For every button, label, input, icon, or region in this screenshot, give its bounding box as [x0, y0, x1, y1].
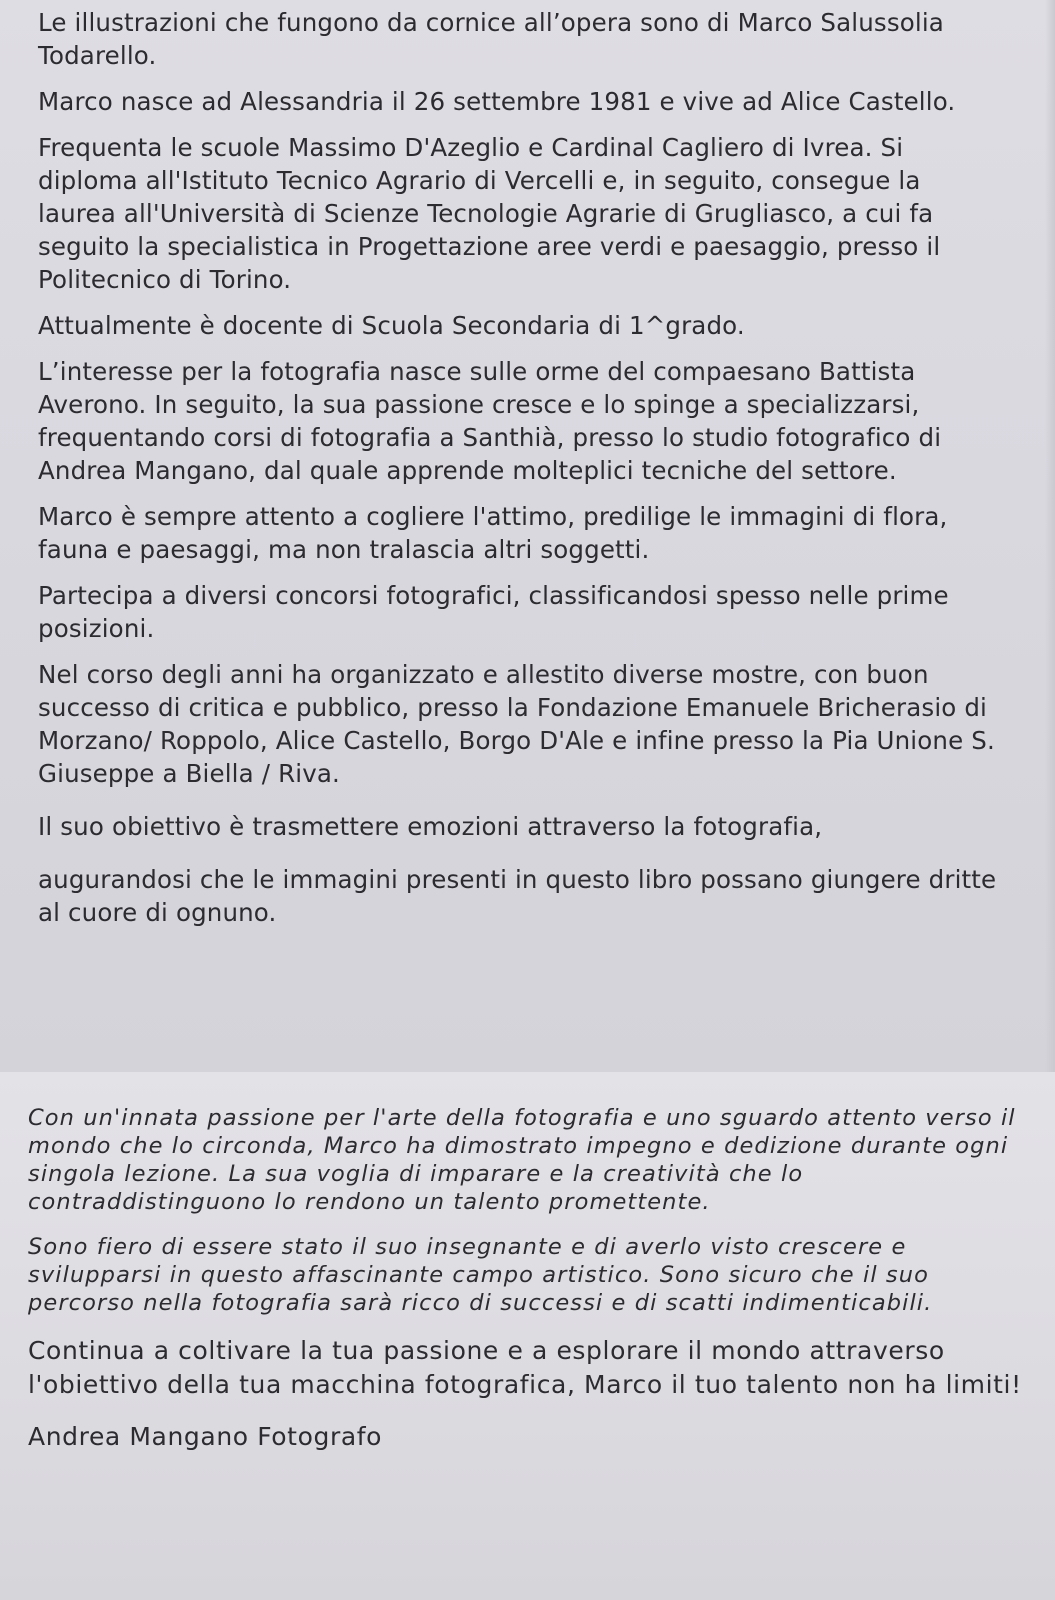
dedication-paragraph-encouragement: Continua a coltivare la tua passione e a esplorare il mondo attraverso l'obiettivo della tua macchina fotografica, Marco il tuo talento non ha limiti!	[28, 1336, 1022, 1399]
page-edge-shadow	[1045, 0, 1055, 1072]
dedication-paragraph-pride: Sono fiero di essere stato il suo insegnante e di averlo visto crescere e svilupparsi in questo affascinante campo artistico. Sono sicuro che il suo percorso nella fotografia sarà ricco di successi e di scatti indimenticabili.	[28, 1234, 933, 1316]
dedication-paragraph-passion: Con un'innata passione per l'arte della fotografia e uno sguardo attento verso il mondo che lo circonda, Marco ha dimostrato impegno e dedizione durante ogni singola lezione. La sua voglia di imparare e la creatività che lo contraddistinguono lo rendono un talento promettente.	[28, 1105, 1016, 1215]
education-paragraph: Frequenta le scuole Massimo D'Azeglio e Cardinal Cagliero di Ivrea. Si diploma all'Istituto Tecnico Agrario di Vercelli e, in seguito, consegue la laurea all'Università di Scienze Tecnologie Agrarie di Grugliasco, a cui fa seguito la specialistica in Progettazione aree verdi e paesaggio, presso il Politecnico di Torino.	[38, 133, 941, 294]
illustrations-credit-paragraph: Le illustrazioni che fungono da cornice all’opera sono di Marco Salussolia Todarello.	[38, 8, 944, 70]
contests-paragraph: Partecipa a diversi concorsi fotografici, classificandosi spesso nelle prime posizioni.	[38, 581, 949, 643]
profession-paragraph: Attualmente è docente di Scuola Secondaria di 1^grado.	[38, 311, 745, 340]
closing-wish-paragraph: augurandosi che le immagini presenti in questo libro possano giungere dritte al cuore di ognuno.	[38, 865, 997, 927]
photography-interest-paragraph: L’interesse per la fotografia nasce sulle orme del compaesano Battista Averono. In seguito, la sua passione cresce e lo spinge a specializzarsi, frequentando corsi di fotografia a Santhià, presso lo studio fotografico di Andrea Mangano, dal quale apprende molteplici tecniche del settore.	[38, 357, 942, 485]
signature: Andrea Mangano Fotografo	[28, 1422, 383, 1451]
subjects-paragraph: Marco è sempre attento a cogliere l'attimo, predilige le immagini di flora, fauna e paesaggi, ma non tralascia altri soggetti.	[38, 502, 948, 564]
birth-paragraph: Marco nasce ad Alessandria il 26 settembre 1981 e vive ad Alice Castello.	[38, 87, 956, 116]
goal-paragraph: Il suo obiettivo è trasmettere emozioni attraverso la fotografia,	[38, 812, 823, 841]
exhibitions-paragraph: Nel corso degli anni ha organizzato e allestito diverse mostre, con buon successo di critica e pubblico, presso la Fondazione Emanuele Bricherasio di Morzano/ Roppolo, Alice Castello, Borgo D'Ale e infine presso la Pia Unione S. Giuseppe a Biella / Riva.	[38, 660, 995, 788]
dedication-page	[0, 1072, 1055, 1600]
